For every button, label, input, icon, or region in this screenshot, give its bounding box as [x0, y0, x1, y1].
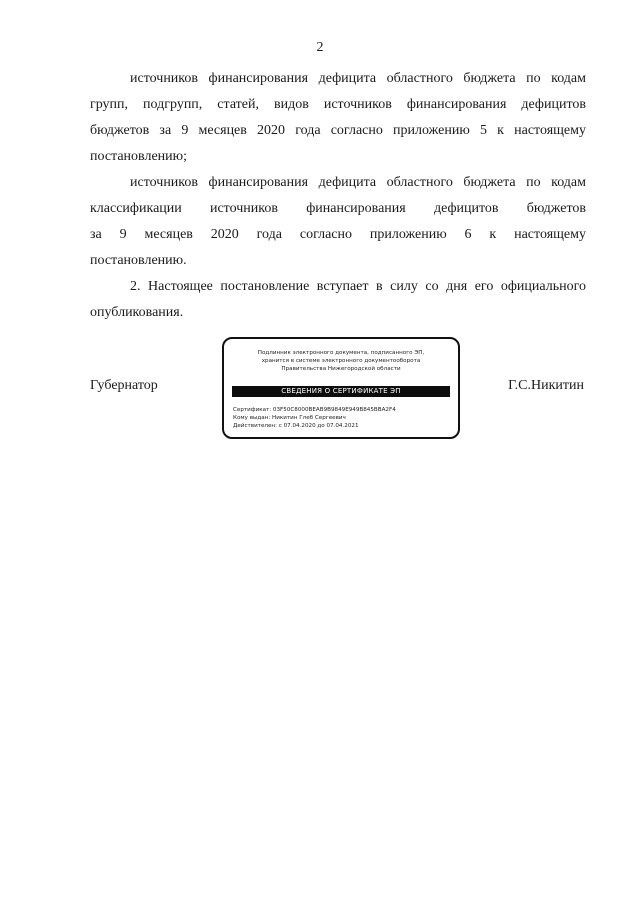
signature-name: Г.С.Никитин: [508, 378, 584, 393]
stamp-issued-to: Кому выдан: Никитин Глеб Сергеевич: [233, 415, 346, 421]
paragraph-2: [90, 170, 586, 274]
paragraph-2-line-3: за 9 месяцев 2020 года согласно приложению 6 к настоящему: [90, 227, 586, 242]
stamp-certificate: Сертификат: 03F50C8000BEAB9B9849E949B845BBA2F4: [233, 407, 396, 413]
stamp-valid-period: Действителен: с 07.04.2020 до 07.04.2021: [233, 423, 359, 429]
paragraph-3-line-2: опубликования.: [90, 305, 184, 320]
paragraph-3-line-1: 2. Настоящее постановление вступает в силу со дня его официального: [130, 279, 586, 294]
page-number: 2: [316, 40, 324, 55]
paragraph-1-line-1: источников финансирования дефицита областного бюджета по кодам: [130, 71, 586, 86]
paragraph-2-line-4: постановлению.: [90, 253, 187, 268]
paragraph-1-line-2: групп, подгрупп, статей, видов источников финансирования дефицитов: [90, 97, 586, 112]
paragraph-1-line-3: бюджетов за 9 месяцев 2020 года согласно приложению 5 к настоящему: [90, 123, 586, 138]
stamp-header: [230, 349, 452, 373]
stamp-header-line: хранится в системе электронного документооборота: [261, 358, 421, 364]
paragraph-2-line-2: классификации источников финансирования дефицитов бюджетов: [90, 201, 586, 216]
stamp-details: [233, 406, 452, 430]
paragraph-2-line-1: источников финансирования дефицита областного бюджета по кодам: [130, 175, 586, 190]
stamp-title: СВЕДЕНИЯ О СЕРТИФИКАТЕ ЭП: [232, 386, 450, 397]
paragraph-3: [90, 274, 586, 326]
signature-stamp: [222, 337, 460, 439]
signature-position: Губернатор: [90, 378, 158, 393]
stamp-header-line: Подлинник электронного документа, подписанного ЭП,: [257, 350, 425, 356]
stamp-header-line: Правительства Нижегородской области: [281, 366, 401, 372]
paragraph-1: [90, 66, 586, 170]
paragraph-1-line-4: постановлению;: [90, 149, 188, 164]
